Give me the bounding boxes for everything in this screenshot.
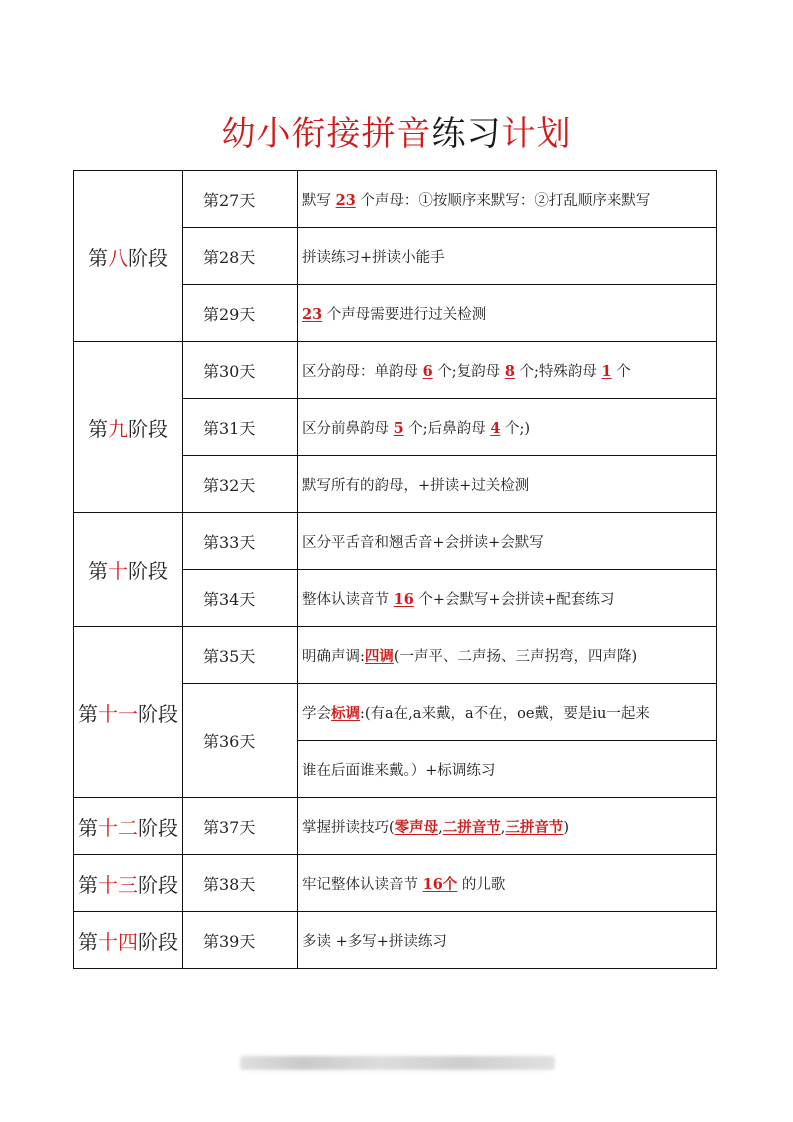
stage-number: 十三 (98, 872, 138, 897)
task-highlight: 零声母 (394, 818, 439, 836)
task-highlight: 4 (490, 419, 501, 437)
day-28: 第28天 (183, 228, 298, 285)
task-text: 区分韵母：单韵母 (302, 363, 423, 380)
task-text: :(有a在,a来戴，a不在，oe戴，要是iu一起来 (360, 705, 650, 722)
stage-number: 十一 (98, 701, 138, 726)
day-37: 第37天 (183, 798, 298, 855)
task-text: , (438, 819, 443, 836)
table-row (74, 171, 717, 228)
task-36-line-1 (298, 684, 717, 741)
table-row (74, 513, 717, 570)
task-highlight: 6 (422, 362, 433, 380)
task-32: 默写所有的韵母，+拼读+过关检测 (298, 456, 717, 513)
task-text: 个+会默写+会拼读+配套练习 (413, 591, 615, 608)
day-39: 第39天 (183, 912, 298, 969)
task-text: 牢记整体认读音节 (302, 876, 423, 893)
task-highlight: 二拼音节 (442, 818, 501, 836)
stage-prefix: 第 (88, 416, 108, 441)
task-31 (298, 399, 717, 456)
task-text: (一声平、二声扬、三声拐弯，四声降) (393, 648, 638, 665)
task-text: 个声母：①按顺序来默写：②打乱顺序来默写 (355, 192, 651, 209)
task-text: 个;特殊韵母 (514, 363, 602, 380)
task-text: 学会 (302, 705, 331, 722)
task-text: 默写 (302, 192, 336, 209)
stage-12-cell (74, 798, 183, 855)
task-text: 区分前鼻韵母 (302, 420, 394, 437)
stage-9-cell (74, 342, 183, 513)
stage-number: 十二 (98, 815, 138, 840)
table-row (74, 342, 717, 399)
task-text: 个 (611, 363, 631, 380)
stage-suffix: 阶段 (128, 416, 168, 441)
task-highlight: 23 (335, 191, 356, 209)
stage-13-cell (74, 855, 183, 912)
stage-suffix: 阶段 (128, 559, 168, 583)
title-part-3: 计划 (501, 114, 572, 154)
task-text: ) (563, 819, 570, 836)
stage-prefix: 第 (78, 815, 98, 840)
task-text: 明确声调: (302, 648, 365, 665)
title-part-2: 练习 (431, 114, 502, 154)
task-highlight: 16 (393, 590, 414, 608)
task-text: 掌握拼读技巧( (302, 819, 395, 836)
stage-11-cell (74, 627, 183, 798)
stage-suffix: 阶段 (128, 245, 168, 270)
stage-number: 八 (108, 245, 128, 270)
task-39: 多读 +多写+拼读练习 (298, 912, 717, 969)
task-37 (298, 798, 717, 855)
page-title (0, 110, 793, 158)
task-highlight: 1 (601, 362, 612, 380)
task-27 (298, 171, 717, 228)
stage-number: 十 (108, 559, 128, 583)
task-highlight: 16个 (422, 875, 458, 893)
task-highlight: 5 (393, 419, 404, 437)
stage-prefix: 第 (78, 929, 98, 954)
stage-prefix: 第 (88, 559, 108, 583)
task-highlight: 四调 (364, 647, 394, 665)
day-38: 第38天 (183, 855, 298, 912)
task-30 (298, 342, 717, 399)
task-highlight: 三拼音节 (505, 818, 564, 836)
stage-prefix: 第 (88, 245, 108, 270)
day-27: 第27天 (183, 171, 298, 228)
task-38 (298, 855, 717, 912)
task-highlight: 23 (302, 305, 323, 323)
day-35: 第35天 (183, 627, 298, 684)
task-text: 的儿歌 (457, 876, 506, 893)
task-highlight: 8 (504, 362, 515, 380)
stage-number: 十四 (98, 929, 138, 954)
stage-prefix: 第 (78, 872, 98, 897)
stage-suffix: 阶段 (138, 872, 178, 897)
stage-number: 九 (108, 416, 128, 441)
task-text: 个;后鼻韵母 (403, 420, 491, 437)
stage-suffix: 阶段 (138, 701, 178, 726)
task-29 (298, 285, 717, 342)
table-row (74, 855, 717, 912)
stage-suffix: 阶段 (138, 929, 178, 954)
day-29: 第29天 (183, 285, 298, 342)
stage-14-cell (74, 912, 183, 969)
day-33: 第33天 (183, 513, 298, 570)
day-30: 第30天 (183, 342, 298, 399)
stage-prefix: 第 (78, 701, 98, 726)
practice-plan-table (73, 170, 717, 969)
task-text: 整体认读音节 (302, 591, 394, 608)
stage-10-cell (74, 513, 183, 627)
blurred-footer-watermark (240, 1056, 555, 1070)
task-36-line-2: 谁在后面谁来戴。）+标调练习 (298, 741, 717, 798)
task-highlight: 标调 (331, 704, 360, 722)
task-text: 个;) (500, 420, 531, 437)
title-part-1: 幼小衔接拼音 (221, 114, 432, 154)
task-35 (298, 627, 717, 684)
day-31: 第31天 (183, 399, 298, 456)
task-text: 个;复韵母 (432, 363, 505, 380)
task-34 (298, 570, 717, 627)
day-32: 第32天 (183, 456, 298, 513)
day-36: 第36天 (183, 684, 298, 798)
table-row (74, 912, 717, 969)
stage-suffix: 阶段 (138, 815, 178, 840)
table-row (74, 798, 717, 855)
task-28: 拼读练习+拼读小能手 (298, 228, 717, 285)
stage-8-cell (74, 171, 183, 342)
day-34: 第34天 (183, 570, 298, 627)
task-text: 个声母需要进行过关检测 (322, 306, 487, 323)
task-text: , (500, 819, 506, 836)
task-33: 区分平舌音和翘舌音+会拼读+会默写 (298, 513, 717, 570)
table-row (74, 627, 717, 684)
